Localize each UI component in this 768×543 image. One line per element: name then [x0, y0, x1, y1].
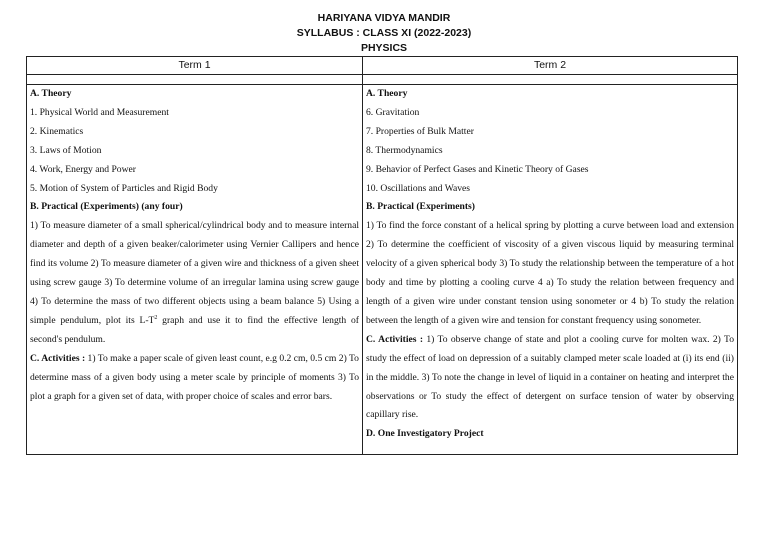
term1-theory-item: 1. Physical World and Measurement [30, 106, 169, 118]
document-header [0, 11, 768, 56]
term1-heading: Term 1 [27, 57, 363, 75]
term1-theory-item: 3. Laws of Motion [30, 144, 102, 156]
term1-column [27, 85, 363, 455]
term2-theory-item: 10. Oscillations and Waves [366, 182, 471, 194]
spacer-cell [363, 75, 738, 85]
term2-theory-item: 7. Properties of Bulk Matter [366, 125, 474, 137]
term2-activities-text: 1) To observe change of state and plot a cooling curve for molten wax. 2) To study the effect of load on depression of a suitably clamped meter scale loaded at (i) its end (ii) in the middle. 3) To note the change in level of liquid in a container on heating and interpret the observations or To study the effect of detergent on surface tension of water by observing capillary rise. [366, 333, 735, 421]
term2-project-title: D. One Investigatory Project [366, 428, 484, 440]
term2-heading: Term 2 [363, 57, 738, 75]
term2-theory-item: 8. Thermodynamics [366, 144, 443, 156]
term1-activities-title: C. Activities : [30, 352, 86, 364]
term1-practical-text-b: graph and use it to find the effective length of second's pendulum. [30, 314, 359, 345]
term1-theory-item: 5. Motion of System of Particles and Rigid Body [30, 182, 218, 194]
term1-practical-text [30, 217, 359, 349]
syllabus-table [26, 56, 738, 455]
term2-theory-item: 9. Behavior of Perfect Gases and Kinetic Theory of Gases [366, 163, 589, 175]
term2-theory-item: 6. Gravitation [366, 106, 420, 118]
term2-activities [366, 331, 734, 426]
term1-theory-item: 2. Kinematics [30, 125, 84, 137]
term2-practical-title: B. Practical (Experiments) [366, 201, 475, 213]
syllabus-title: SYLLABUS : CLASS XI (2022-2023) [296, 27, 472, 39]
term2-practical-text: 1) To find the force constant of a helical spring by plotting a curve between load and extension 2) To determine the coefficient of viscosity of a given viscous liquid by measuring terminal velocity of a given spherical body 3) To study the relationship between the temperature of a hot body and time by plotting a cooling curve 4 a) To study the relation between frequency and length of a given wire under constant tension using sonometer or 4 b) To study the relation between the length of a given wire and tension for constant frequency using sonometer. [366, 220, 734, 326]
squared-superscript: 2 [154, 314, 158, 321]
spacer-cell [27, 75, 363, 85]
term2-column [363, 85, 738, 455]
term1-practical-title: B. Practical (Experiments) (any four) [30, 201, 183, 213]
school-name: HARIYANA VIDYA MANDIR [317, 12, 451, 24]
term2-activities-title: C. Activities : [366, 333, 424, 345]
term1-practical-text-a: 1) To measure diameter of a small spherical/cylindrical body and to measure internal diameter and depth of a given beaker/calorimeter using Vernier Callipers and hence find its volume 2) To measure diameter of a given wire and thickness of a given sheet using screw gauge 3) To determine volume of an irregular lamina using screw gauge 4) To determine the mass of two different objects using a beam balance 5) Using a simple pendulum, plot its L-T [30, 220, 359, 326]
term1-theory-item: 4. Work, Energy and Power [30, 163, 136, 175]
subject-title: PHYSICS [360, 42, 408, 54]
term1-activities-text: 1) To make a paper scale of given least count, e.g 0.2 cm, 0.5 cm 2) To determine mass of a given body using a meter scale by principle of moments 3) To plot a graph for a given set of data, with proper choice of scales and error bars. [30, 352, 359, 402]
term1-activities [30, 350, 359, 407]
term2-theory-title: A. Theory [366, 88, 408, 99]
term1-theory-title: A. Theory [30, 88, 72, 99]
